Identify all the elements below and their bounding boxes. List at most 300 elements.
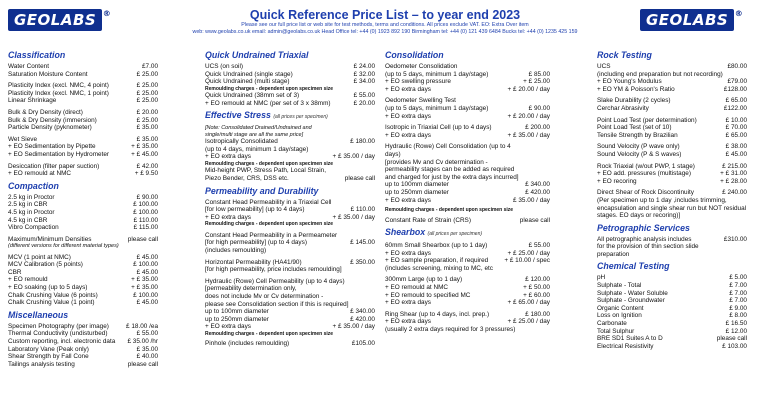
price-item-label: (up to 4 days, minimum 1 day/stage) <box>205 145 309 153</box>
price-item-label: + EO extra days <box>205 323 251 331</box>
price-item-value: £ 145.00 <box>350 239 375 247</box>
price-item-label: Shear Strength by Fall Cone <box>8 353 89 361</box>
price-item-label: Ring Shear (up to 4 days, incl. prep.) <box>385 310 490 318</box>
section-consol-heading: Consolidation <box>385 50 444 60</box>
price-row <box>205 153 375 161</box>
price-row <box>385 78 550 86</box>
effective-extra <box>205 167 375 175</box>
price-item-label: Laboratory Vane (Peak only) <box>8 345 89 353</box>
compaction-note: (different versions for different material types) <box>8 243 119 250</box>
price-item-value: £ 42.00 <box>136 162 158 170</box>
price-item-value: £ 120.00 <box>525 276 550 284</box>
price-row <box>597 86 747 94</box>
price-item-label: [permeability determination only, <box>205 285 297 293</box>
price-item-label: + EO extra days <box>385 85 431 93</box>
price-item-label: stages. EO days or recoring)] <box>597 212 681 220</box>
price-row <box>205 323 375 331</box>
price-row <box>205 100 375 108</box>
price-item-label: + EO Sedimentation by Pipette <box>8 143 96 151</box>
price-row <box>597 312 747 320</box>
price-row <box>597 305 747 313</box>
price-row <box>597 151 747 159</box>
effective-note: [Note: Consolidated Drained/Undrained and single/multi stage are all the same price] <box>205 125 312 138</box>
price-item-value: £ 45.00 <box>136 253 158 261</box>
price-row <box>205 247 375 255</box>
price-item-value: £ 7.00 <box>729 282 747 290</box>
price-item-label: (Per specimen up to 1 day ,includes trimming, <box>597 196 727 204</box>
price-row <box>385 132 550 140</box>
price-row <box>597 105 747 113</box>
registered-mark: ® <box>734 9 744 18</box>
price-row <box>385 63 550 71</box>
price-item-value: £ 90.00 <box>136 193 158 201</box>
price-item-label: preparation <box>597 250 630 258</box>
price-row <box>205 138 375 146</box>
price-row <box>597 297 747 305</box>
price-item-label: (up to 5 days, minimum 1 day/stage) <box>385 70 489 78</box>
price-item-value: + £ 35.00 / day <box>507 131 550 139</box>
logo-text: GEOLABS <box>14 11 97 29</box>
price-item-value: + £ 20.00 / day <box>507 85 550 93</box>
price-item-label: Organic Content <box>597 304 644 312</box>
price-item-value: + £ 20.00 / day <box>507 112 550 120</box>
price-item-value: £ 240.00 <box>722 189 747 197</box>
price-row <box>8 143 158 151</box>
price-item-value: please call <box>127 235 158 243</box>
price-row <box>8 330 158 338</box>
price-item-value: £ 35.00 / day <box>513 196 550 204</box>
price-item-label: Quick Undrained (multi stage) <box>205 78 290 86</box>
price-row <box>385 292 550 300</box>
price-row <box>8 97 158 105</box>
price-item-label: 2.5 kg in CBR <box>8 201 48 209</box>
header-notes: Please see our full price list or web site for test methods, terms and conditions. All prices exclude VAT. EO: Extra Over item <box>241 22 529 28</box>
price-item-label: Sulphate - Groundwater <box>597 297 665 305</box>
price-row <box>385 276 550 284</box>
price-item-value: £ 40.00 <box>136 353 158 361</box>
price-item-label: [for high permeability, price includes remoulding] <box>205 266 342 274</box>
price-item-label: Electrical Resistivity <box>597 342 654 350</box>
price-item-value: £ 180.00 <box>525 310 550 318</box>
price-row <box>385 86 550 94</box>
price-row <box>597 251 747 259</box>
price-item-value: £ 16.50 <box>725 320 747 328</box>
price-row <box>597 282 747 290</box>
section-misc-heading: Miscellaneous <box>8 309 69 320</box>
price-item-label: Cerchar Abrasivity <box>597 104 649 112</box>
column-4 <box>597 50 747 350</box>
price-row <box>8 151 158 159</box>
price-item-value: £ 35.00 <box>136 135 158 143</box>
page-title: Quick Reference Price List – to year end 2023 <box>249 8 521 22</box>
price-row <box>8 217 158 225</box>
price-row <box>385 250 550 258</box>
price-item-label: + EO remould at NMC (per set of 3 x 38mm) <box>205 99 331 107</box>
price-item-label: + EO YM & Poisson's Ratio <box>597 85 675 93</box>
price-item-label: + EO add. pressures (multistage) <box>597 170 691 178</box>
price-row <box>597 236 747 244</box>
price-item-label: + EO remould to specified MC <box>385 291 471 299</box>
price-item-label: days) <box>385 150 401 158</box>
price-item-value: £ 25.00 <box>136 70 158 78</box>
price-item-value: + £ 45.00 <box>131 150 158 158</box>
price-item-label: pH <box>597 274 606 282</box>
price-item-label: Tailings analysis testing <box>8 360 75 368</box>
price-item-value: + £ 31.00 <box>720 170 747 178</box>
pinhole-label: Pinhole (includes remoulding) <box>205 340 290 348</box>
price-row <box>597 243 747 251</box>
price-item-label: up to 100mm diameter <box>385 181 449 189</box>
price-row <box>8 109 158 117</box>
header-contact: web: www.geolabs.co.uk email: admin@geolabs.co.uk Head Office tel: +44 (0) 1923 892 190 Birmingham tel: +44 (0) 121 439 6484 Bucks tel: +44 (0) 1235 425 159 <box>192 29 578 35</box>
price-row <box>8 353 158 361</box>
price-row <box>205 285 375 293</box>
price-item-value: £ 25.00 <box>136 89 158 97</box>
price-item-value: £ 90.00 <box>528 104 550 112</box>
price-item-value: £ 110.00 <box>350 206 375 214</box>
price-item-label: Thermal Conductivity (undisturbed) <box>8 330 108 338</box>
price-item-value: + £ 35.00 <box>131 143 158 151</box>
price-row <box>597 143 747 151</box>
price-row <box>8 163 158 171</box>
price-item-value: + £ 35.00 <box>131 276 158 284</box>
price-item-label: encapsulation and single shear run but NOT residual <box>597 204 747 212</box>
price-item-value: + £ 25.00 / day <box>507 249 550 257</box>
effective-extra2-text: Piezo Bender, CRS, DSS etc. <box>205 174 289 182</box>
price-row <box>8 224 158 232</box>
price-row <box>597 63 747 71</box>
price-row <box>8 117 158 125</box>
price-row <box>385 97 550 105</box>
perm-remould2: Remoulding charges - dependent upon specimen size <box>205 330 334 337</box>
price-item-label: [for low permeability] (up to 4 days) <box>205 206 305 214</box>
price-row <box>597 132 747 140</box>
price-item-value: £ 24.00 <box>353 63 375 70</box>
price-row <box>8 136 158 144</box>
price-item-value: £ 110.00 <box>133 216 158 224</box>
price-item-value: £ 45.00 <box>725 150 747 158</box>
price-item-label: Sound Velocity (P & S waves) <box>597 150 682 158</box>
price-item-label: Horizontal Permeability (HA41/90) <box>205 258 302 266</box>
price-item-label: Particle Density (pyknometer) <box>8 124 92 132</box>
price-item-value: £ 100.00 <box>133 208 158 216</box>
price-item-label: 4.5 kg in CBR <box>8 216 48 224</box>
price-item-label: + EO extra days <box>385 112 431 120</box>
price-item-value: £ 70.00 <box>725 124 747 132</box>
price-row <box>597 335 747 343</box>
price-item-label: (includes remoulding) <box>205 246 267 254</box>
price-item-label: Sulphate - Total <box>597 282 642 290</box>
price-item-label: Oedometer Swelling Test <box>385 97 456 105</box>
price-item-label: + EO remould at NMC <box>385 284 449 292</box>
price-row <box>385 318 550 326</box>
price-item-label: 60mm Small Shearbox (up to 1 day) <box>385 242 488 250</box>
price-row <box>385 311 550 319</box>
column-1 <box>8 50 158 368</box>
price-row <box>8 323 158 331</box>
price-item-value: + £ 65.00 / day <box>507 299 550 307</box>
price-item-label: for the provision of thin section slide <box>597 243 699 251</box>
section-shear-heading <box>385 227 550 240</box>
price-item-label: + EO swelling pressure <box>385 78 451 86</box>
price-item-label: + EO recoring <box>597 177 637 185</box>
geolabs-logo-left <box>8 9 112 31</box>
price-item-label: Direct Shear of Rock Discontinuity <box>597 189 694 197</box>
price-row <box>205 301 375 309</box>
crs-price: please call <box>519 216 550 224</box>
registered-mark: ® <box>102 9 112 18</box>
consol-remould: Remoulding charges - dependent upon specimen size <box>385 207 514 214</box>
price-item-value: £ 7.00 <box>729 289 747 297</box>
price-item-label: + EO extra days <box>385 318 431 326</box>
price-row <box>597 97 747 105</box>
page-header <box>190 8 580 36</box>
price-item-value: £ 100.00 <box>133 291 158 299</box>
price-row <box>8 284 158 292</box>
price-item-value: £ 100.00 <box>133 201 158 209</box>
price-item-value: £ 340.00 <box>525 181 550 189</box>
price-row <box>385 159 550 167</box>
price-row <box>205 239 375 247</box>
price-item-value: £ 32.00 <box>353 70 375 78</box>
price-row <box>597 197 747 205</box>
price-row <box>385 71 550 79</box>
price-row <box>8 292 158 300</box>
price-row <box>205 278 375 286</box>
section-classification-heading: Classification <box>8 50 66 60</box>
price-item-value: £ 85.00 <box>528 70 550 78</box>
price-row <box>597 205 747 213</box>
price-item-value: + £ 35.00 / day <box>332 213 375 221</box>
price-row <box>597 78 747 86</box>
price-row <box>205 206 375 214</box>
crs-row <box>385 217 550 225</box>
price-item-label: and charged for just by the extra days incurred] <box>385 173 519 181</box>
logo-text: GEOLABS <box>646 11 729 29</box>
section-chem-heading: Chemical Testing <box>597 261 670 272</box>
price-row <box>385 242 550 250</box>
price-item-label: + EO soaking (up to 5 days) <box>8 284 88 292</box>
quick-remould: Remoulding charges - dependent upon specimen size <box>205 85 334 92</box>
price-item-label: Isotropically Consolidated <box>205 138 278 146</box>
price-row <box>597 274 747 282</box>
price-item-label: + EO extra days <box>385 299 431 307</box>
price-item-label: Carbonate <box>597 320 627 328</box>
effective-extra2-price: please call <box>344 174 375 182</box>
price-row <box>205 78 375 86</box>
price-item-label: + EO Young's Modulus <box>597 78 662 86</box>
price-item-value: £ 420.00 <box>525 188 550 196</box>
price-item-label: Specimen Photography (per image) <box>8 322 109 330</box>
price-item-label: + EO sample preparation, if required <box>385 257 489 265</box>
price-item-value: £ 420.00 <box>350 315 375 323</box>
price-row <box>8 261 158 269</box>
pinhole-price: £105.00 <box>351 340 375 348</box>
price-item-label: Bulk & Dry Density (direct) <box>8 108 83 116</box>
price-row <box>8 269 158 277</box>
price-item-value: £ 7.00 <box>729 297 747 305</box>
price-item-label: (up to 5 days, minimum 1 day/stage) <box>385 104 489 112</box>
price-item-label: BRE SD1 Suites A to D <box>597 335 663 343</box>
section-perm-heading: Permeability and Durability <box>205 185 319 196</box>
price-row <box>205 316 375 324</box>
price-row <box>8 338 158 346</box>
price-row <box>385 197 550 205</box>
price-item-value: £ 45.00 <box>136 299 158 307</box>
shear-headnote: (all prices per specimen) <box>427 231 483 238</box>
price-item-value: + £ 35.00 / day <box>332 153 375 161</box>
price-item-value: + £ 9.50 <box>134 170 158 178</box>
price-row <box>205 293 375 301</box>
price-row <box>8 194 158 202</box>
price-item-value: + £ 28.00 <box>720 177 747 185</box>
price-row <box>8 254 158 262</box>
price-item-label: Plasticity Index (excl. NMC, 1 point) <box>8 89 109 97</box>
price-row <box>8 63 158 71</box>
price-row <box>8 71 158 79</box>
crs-label: Constant Rate of Strain (CRS) <box>385 216 471 224</box>
price-item-value: £ 10.00 <box>725 116 747 124</box>
price-item-label: Linear Shrinkage <box>8 97 57 105</box>
column-2 <box>205 50 375 348</box>
price-row <box>597 189 747 197</box>
price-row <box>8 201 158 209</box>
pinhole-row <box>205 340 375 348</box>
price-item-label: Point Load Test (set of 10) <box>597 124 672 132</box>
price-item-label: Quick Undrained (single stage) <box>205 70 293 78</box>
price-item-value: £ 5.00 <box>729 274 747 282</box>
price-item-value: £310.00 <box>723 235 747 243</box>
price-item-label: + EO extra days <box>205 213 251 221</box>
price-item-value: + £ 60.00 <box>523 291 550 299</box>
price-row <box>8 361 158 369</box>
price-item-label: MCV (1 point at NMC) <box>8 253 71 261</box>
price-row <box>385 189 550 197</box>
price-row <box>597 170 747 178</box>
price-item-label: Wet Sieve <box>8 135 38 143</box>
price-item-label: Rock Triaxial (w/out PWP, 1 stage) <box>597 162 695 170</box>
price-item-value: £ 35.00 <box>136 345 158 353</box>
price-item-label: (including end preparation but not recording) <box>597 70 723 78</box>
price-item-label: Maximum/Minimum Densities <box>8 235 92 243</box>
price-row <box>597 328 747 336</box>
price-item-label: Hydraulic (Rowe) Cell Consolidation (up to 4 <box>385 143 511 151</box>
price-item-label: Water Content <box>8 63 49 70</box>
price-item-value: £ 103.00 <box>722 342 747 350</box>
price-item-label: + EO extra days <box>385 131 431 139</box>
price-item-value: £ 12.00 <box>725 327 747 335</box>
price-row <box>385 166 550 174</box>
price-item-label: please see Consolidation section if this is required] <box>205 300 349 308</box>
price-row <box>385 265 550 273</box>
price-row <box>205 259 375 267</box>
price-item-label: up to 250mm diameter <box>385 188 449 196</box>
price-item-value: £ 25.00 <box>136 116 158 124</box>
price-item-label: does not include Mv or Cv determination - <box>205 292 324 300</box>
price-item-label: Hydraulic (Rowe) Cell Permeability (up to 4 days) <box>205 277 345 285</box>
price-row <box>8 124 158 132</box>
price-item-label: + EO extra days <box>385 196 431 204</box>
price-row <box>8 299 158 307</box>
price-row <box>597 290 747 298</box>
price-item-value: + £ 35.00 / day <box>332 323 375 331</box>
price-item-label: Quick Undrained (38mm set of 3) <box>205 92 300 100</box>
price-item-label: 4.5 kg in Proctor <box>8 208 55 216</box>
price-row <box>8 236 158 244</box>
price-item-value: £ 25.00 <box>136 97 158 105</box>
price-item-value: £ 180.00 <box>350 138 375 146</box>
price-item-value: £ 25.00 <box>136 82 158 90</box>
price-row <box>385 113 550 121</box>
price-item-value: £ 20.00 <box>136 108 158 116</box>
price-row <box>597 320 747 328</box>
price-item-label: Bulk & Dry Density (immersion) <box>8 116 97 124</box>
price-item-value: £ 350.00 <box>350 258 375 266</box>
price-row <box>385 143 550 151</box>
price-row <box>205 63 375 71</box>
price-row <box>205 199 375 207</box>
price-row <box>8 209 158 217</box>
price-item-value: £ 65.00 <box>725 131 747 139</box>
price-item-label: Sound Velocity (P wave only) <box>597 143 680 151</box>
price-row <box>205 214 375 222</box>
price-item-value: £128.00 <box>723 85 747 93</box>
geolabs-logo-right <box>640 9 744 31</box>
price-row <box>385 151 550 159</box>
price-item-value: £ 65.00 <box>725 97 747 105</box>
price-item-value: £ 20.00 <box>353 99 375 107</box>
price-item-value: £ 200.00 <box>525 124 550 132</box>
shear-heading-text: Shearbox <box>385 227 426 238</box>
price-item-value: £ 55.00 <box>136 330 158 338</box>
price-item-value: please call <box>716 335 747 343</box>
price-item-label: Custom reporting, incl. electronic data <box>8 338 116 346</box>
price-item-label: Isotropic in Triaxial Cell (up to 4 days) <box>385 124 492 132</box>
price-item-value: £ 8.00 <box>729 312 747 320</box>
price-row <box>8 346 158 354</box>
price-row <box>385 299 550 307</box>
price-row <box>597 212 747 220</box>
price-item-label: UCS <box>597 63 611 70</box>
price-row <box>205 232 375 240</box>
price-item-label: Total Sulphur <box>597 327 635 335</box>
price-row <box>385 174 550 182</box>
price-item-label: Oedometer Consolidation <box>385 63 458 70</box>
price-item-label: Point Load Test (per determination) <box>597 116 697 124</box>
price-item-label: Constant Head Permeability in a Permeameter <box>205 231 338 239</box>
price-item-value: + £ 25.00 / day <box>507 318 550 326</box>
price-item-label: All petrographic analysis includes <box>597 235 692 243</box>
price-item-value: £ 55.00 <box>353 92 375 100</box>
price-item-value: £ 340.00 <box>350 308 375 316</box>
price-item-label: up to 100mm diameter <box>205 308 269 316</box>
price-item-value: please call <box>127 360 158 368</box>
price-item-label: 2.5 kg in Proctor <box>8 193 55 201</box>
effective-extra-text: Mid-height PWP, Stress Path, Local Strain, <box>205 167 327 175</box>
price-item-label: UCS (on soil) <box>205 63 243 70</box>
price-item-label: + EO extra days <box>205 153 251 161</box>
price-item-label: Slake Durability (2 cycles) <box>597 97 671 105</box>
price-item-value: £ 34.00 <box>353 78 375 86</box>
section-compaction-heading: Compaction <box>8 180 59 191</box>
price-row <box>385 124 550 132</box>
price-row <box>385 284 550 292</box>
price-row <box>597 124 747 132</box>
price-item-label: Plasticity Index (excl. NMC, 4 point) <box>8 82 109 90</box>
price-item-label: + EO Sedimentation by Hydrometer <box>8 150 110 158</box>
price-item-label: [for high permeability] (up to 4 days) <box>205 239 307 247</box>
price-item-label: (usually 2 extra days required for 3 pressures) <box>385 326 516 334</box>
